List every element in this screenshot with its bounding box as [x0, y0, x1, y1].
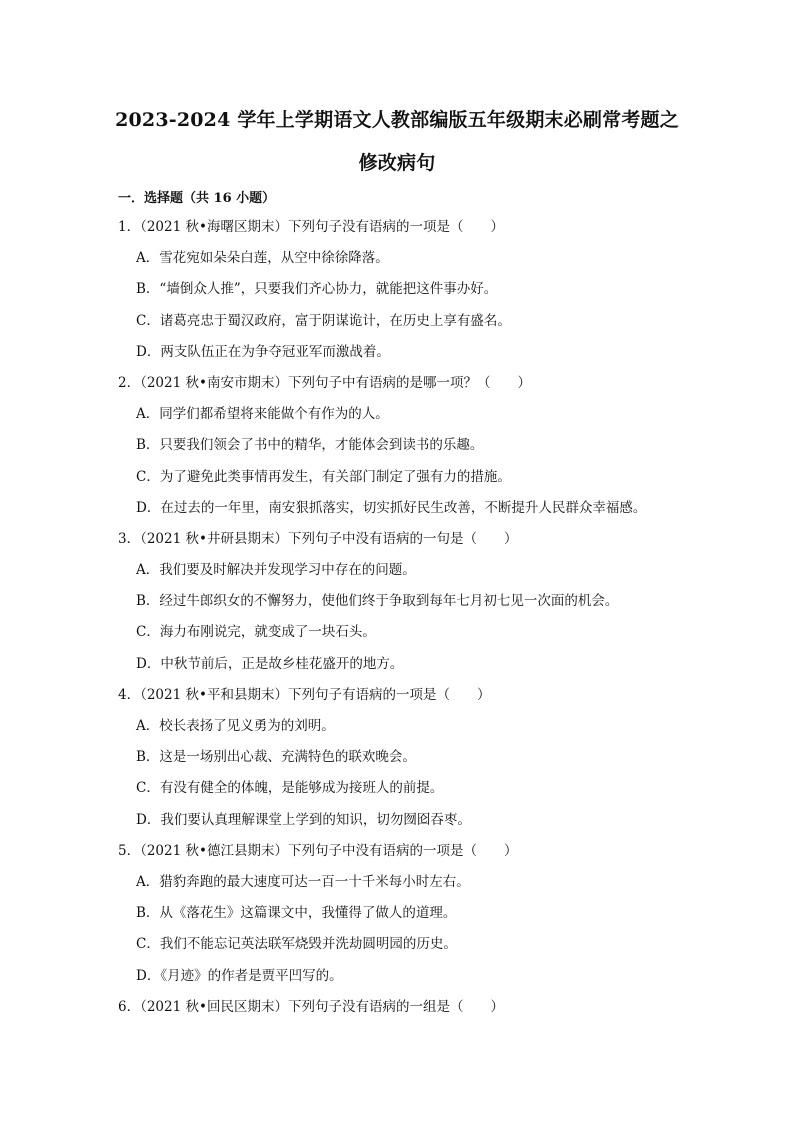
question-stem: 6．（2021 秋•回民区期末）下列句子没有语病的一组是（ ） — [118, 998, 504, 1015]
question-list — [118, 212, 718, 1023]
option-c: C．为了避免此类事情再发生，有关部门制定了强有力的措施。 — [136, 468, 511, 485]
question-stem: 3．（2021 秋•井研县期末）下列句子中没有语病的一句是（ ） — [118, 530, 518, 547]
option-b: B．“墙倒众人推”，只要我们齐心协力，就能把这件事办好。 — [136, 281, 498, 298]
option-a: A．我们要及时解决并发现学习中存在的问题。 — [136, 562, 416, 579]
document-title-line1: 2023-2024 学年上学期语文人教部编版五年级期末必刷常考题之 — [115, 109, 679, 131]
section-heading: 一．选择题（共 16 小题） — [118, 191, 276, 206]
option-d: D．两支队伍正在为争夺冠亚军而激战着。 — [136, 343, 390, 360]
question-5 — [118, 836, 718, 992]
option-a: A．同学们都希望将来能做个有作为的人。 — [136, 406, 389, 423]
option-c: C．诸葛亮忠于蜀汉政府，富于阴谋诡计，在历史上享有盛名。 — [136, 312, 511, 329]
option-b: B．只要我们领会了书中的精华，才能体会到读书的乐趣。 — [136, 437, 484, 454]
document-title-line2: 修改病句 — [358, 152, 436, 174]
option-b: B．经过牛郎织女的不懈努力，使他们终于争取到每年七月初七见一次面的机会。 — [136, 593, 619, 610]
question-stem: 1．（2021 秋•海曙区期末）下列句子没有语病的一项是（ ） — [118, 219, 504, 235]
option-d: D．中秋节前后，正是故乡桂花盛开的地方。 — [136, 655, 404, 672]
question-4 — [118, 680, 718, 836]
question-1 — [118, 212, 718, 368]
option-d: D．在过去的一年里，南安狠抓落实，切实抓好民生改善，不断提升人民群众幸福感。 — [136, 499, 647, 516]
option-a: A．猎豹奔跑的最大速度可达一百一十千米每小时左右。 — [136, 873, 470, 890]
question-3 — [118, 524, 718, 680]
option-c: C．我们不能忘记英法联军烧毁并洗劫圆明园的历史。 — [136, 936, 457, 953]
option-b: B．这是一场别出心裁、充满特色的联欢晚会。 — [136, 749, 416, 766]
option-d: D．《月迹》的作者是贾平凹写的。 — [136, 967, 343, 984]
option-a: A．雪花宛如朵朵白莲，从空中徐徐降落。 — [136, 250, 389, 267]
question-2 — [118, 368, 718, 524]
option-a: A．校长表扬了见义勇为的刘明。 — [136, 718, 335, 734]
option-c: C．海力布刚说完，就变成了一块石头。 — [136, 624, 376, 641]
option-b: B．从《落花生》这篇课文中，我懂得了做人的道理。 — [136, 905, 457, 922]
question-stem: 5．（2021 秋•德江县期末）下列句子中没有语病的一项是（ ） — [118, 842, 518, 859]
option-c: C．有没有健全的体魄，是能够成为接班人的前提。 — [136, 780, 444, 797]
option-d: D．我们要认真理解课堂上学到的知识，切勿囫囵吞枣。 — [136, 811, 471, 828]
question-stem: 4．（2021 秋•平和县期末）下列句子有语病的一项是（ ） — [118, 686, 491, 703]
question-6 — [118, 992, 718, 1023]
question-stem: 2．（2021 秋•南安市期末）下列句子中有语病的是哪一项？（ ） — [118, 374, 531, 391]
